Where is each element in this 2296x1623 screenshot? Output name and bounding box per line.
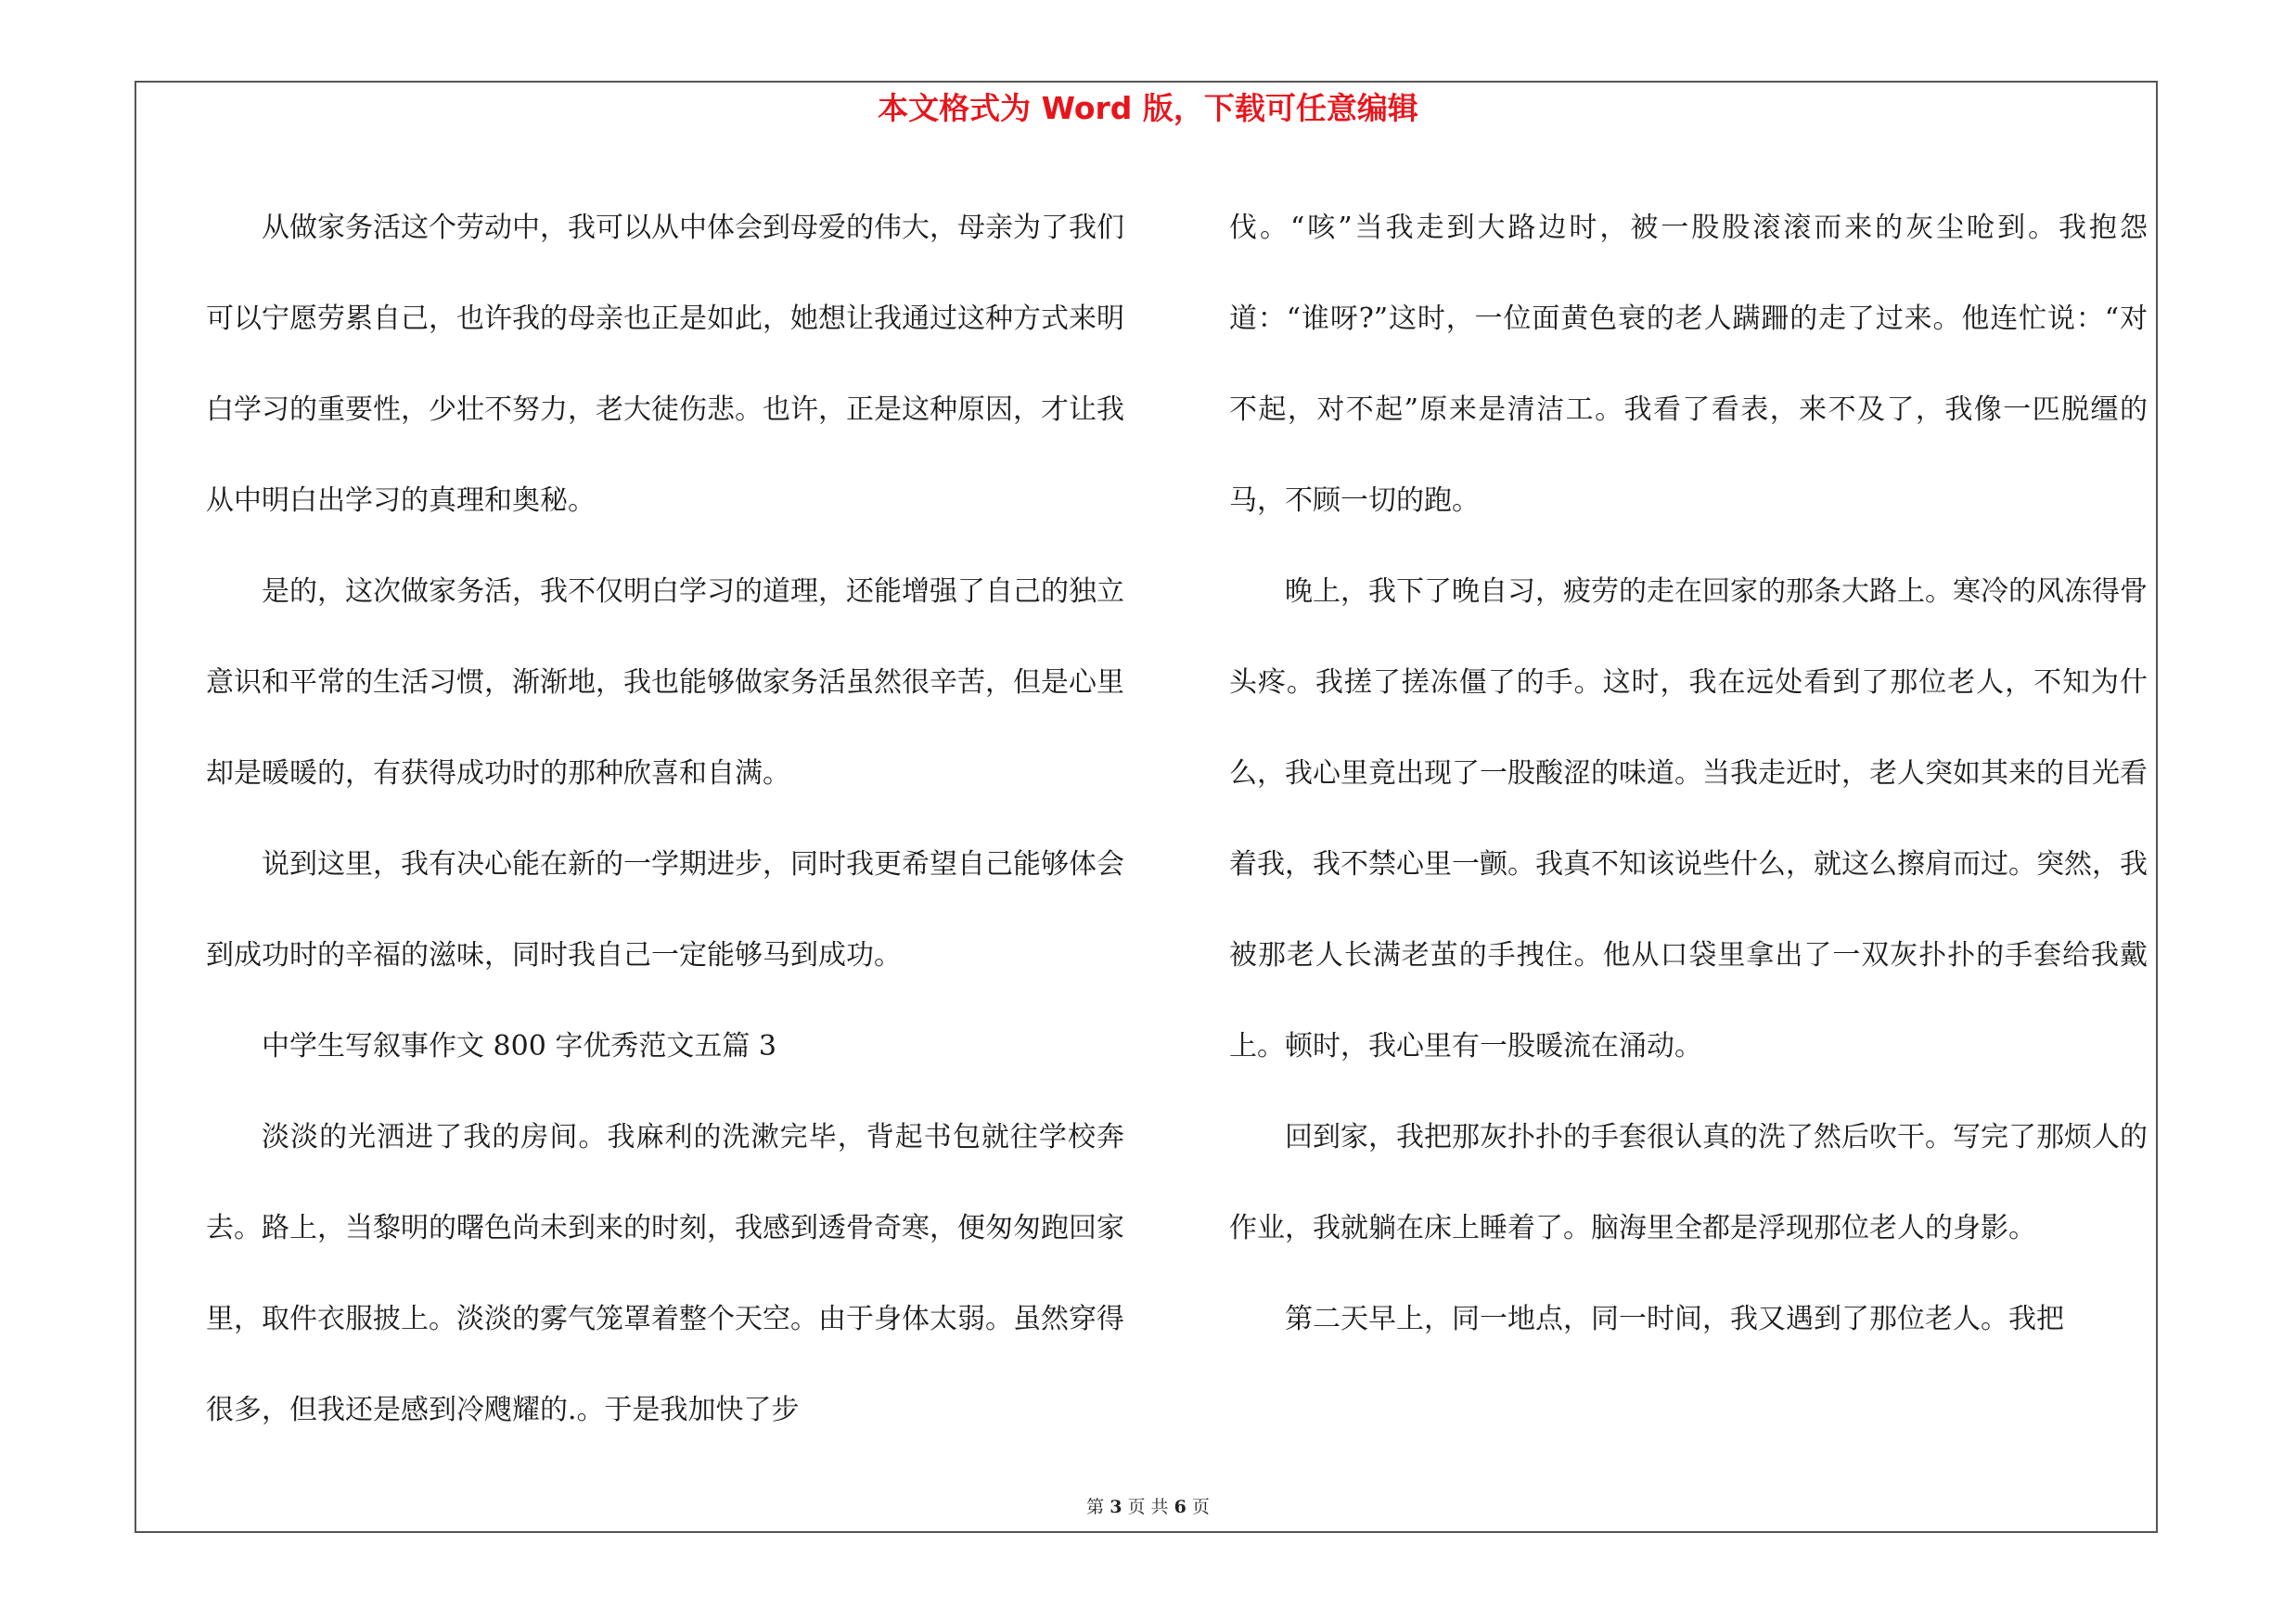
footer-middle: 页 共 — [1127, 1497, 1169, 1517]
right-column — [1229, 183, 2148, 1365]
section-title: 中学生写叙事作文 800 字优秀范文五篇 3 — [262, 1030, 776, 1063]
paragraph: 是的，这次做家务活，我不仅明白学习的道理，还能增强了自己的独立意识和平常的生活习惯，渐渐地，我也能够做家务活虽然很辛苦，但是心里却是暖暖的，有获得成功时的那种欣喜和自满。 — [206, 575, 1124, 790]
paragraph-continued: 伐。“咳”当我走到大路边时，被一股股滚滚而来的灰尘呛到。我抱怨道：“谁呀?”这时，一位面黄色衰的老人蹒跚的走了过来。他连忙说：“对不起，对不起”原来是清洁工。我看了看表，来不及了，我像一匹脱缰的马，不顾一切的跑。 — [1229, 212, 2148, 517]
page-footer — [0, 1495, 2296, 1519]
footer-page-number: 3 — [1110, 1497, 1122, 1517]
footer-total-pages: 6 — [1174, 1497, 1186, 1517]
footer-prefix: 第 — [1086, 1497, 1105, 1517]
paragraph: 从做家务活这个劳动中，我可以从中体会到母爱的伟大，母亲为了我们可以宁愿劳累自己，也许我的母亲也正是如此，她想让我通过这种方式来明白学习的重要性，少壮不努力，老大徒伤悲。也许，正是这种原因，才让我从中明白出学习的真理和奥秘。 — [206, 212, 1124, 517]
footer-suffix: 页 — [1191, 1497, 1210, 1517]
paragraph: 回到家，我把那灰扑扑的手套很认真的洗了然后吹干。写完了那烦人的作业，我就躺在床上睡着了。脑海里全都是浮现那位老人的身影。 — [1229, 1121, 2148, 1244]
paragraph: 晚上，我下了晚自习，疲劳的走在回家的那条大路上。寒冷的风冻得骨头疼。我搓了搓冻僵了的手。这时，我在远处看到了那位老人，不知为什么，我心里竟出现了一股酸涩的味道。当我走近时，老人突如其来的目光看着我，我不禁心里一颤。我真不知该说些什么，就这么擦肩而过。突然，我被那老人长满老茧的手拽住。他从口袋里拿出了一双灰扑扑的手套给我戴上。顿时，我心里有一股暖流在涌动。 — [1229, 575, 2148, 1063]
left-column — [206, 183, 1124, 1456]
paragraph: 说到这里，我有决心能在新的一学期进步，同时我更希望自己能够体会到成功时的辛福的滋味，同时我自己一定能够马到成功。 — [206, 848, 1124, 972]
paragraph: 淡淡的光洒进了我的房间。我麻利的洗漱完毕，背起书包就往学校奔去。路上，当黎明的曙色尚未到来的时刻，我感到透骨奇寒，便匆匆跑回家里，取件衣服披上。淡淡的雾气笼罩着整个天空。由于身体太弱。虽然穿得很多，但我还是感到冷飕耀的.。于是我加快了步 — [206, 1121, 1124, 1426]
paragraph: 第二天早上，同一地点，同一时间，我又遇到了那位老人。我把 — [1285, 1303, 2064, 1335]
page-banner: 本文格式为 Word 版，下载可任意编辑 — [878, 90, 1418, 126]
